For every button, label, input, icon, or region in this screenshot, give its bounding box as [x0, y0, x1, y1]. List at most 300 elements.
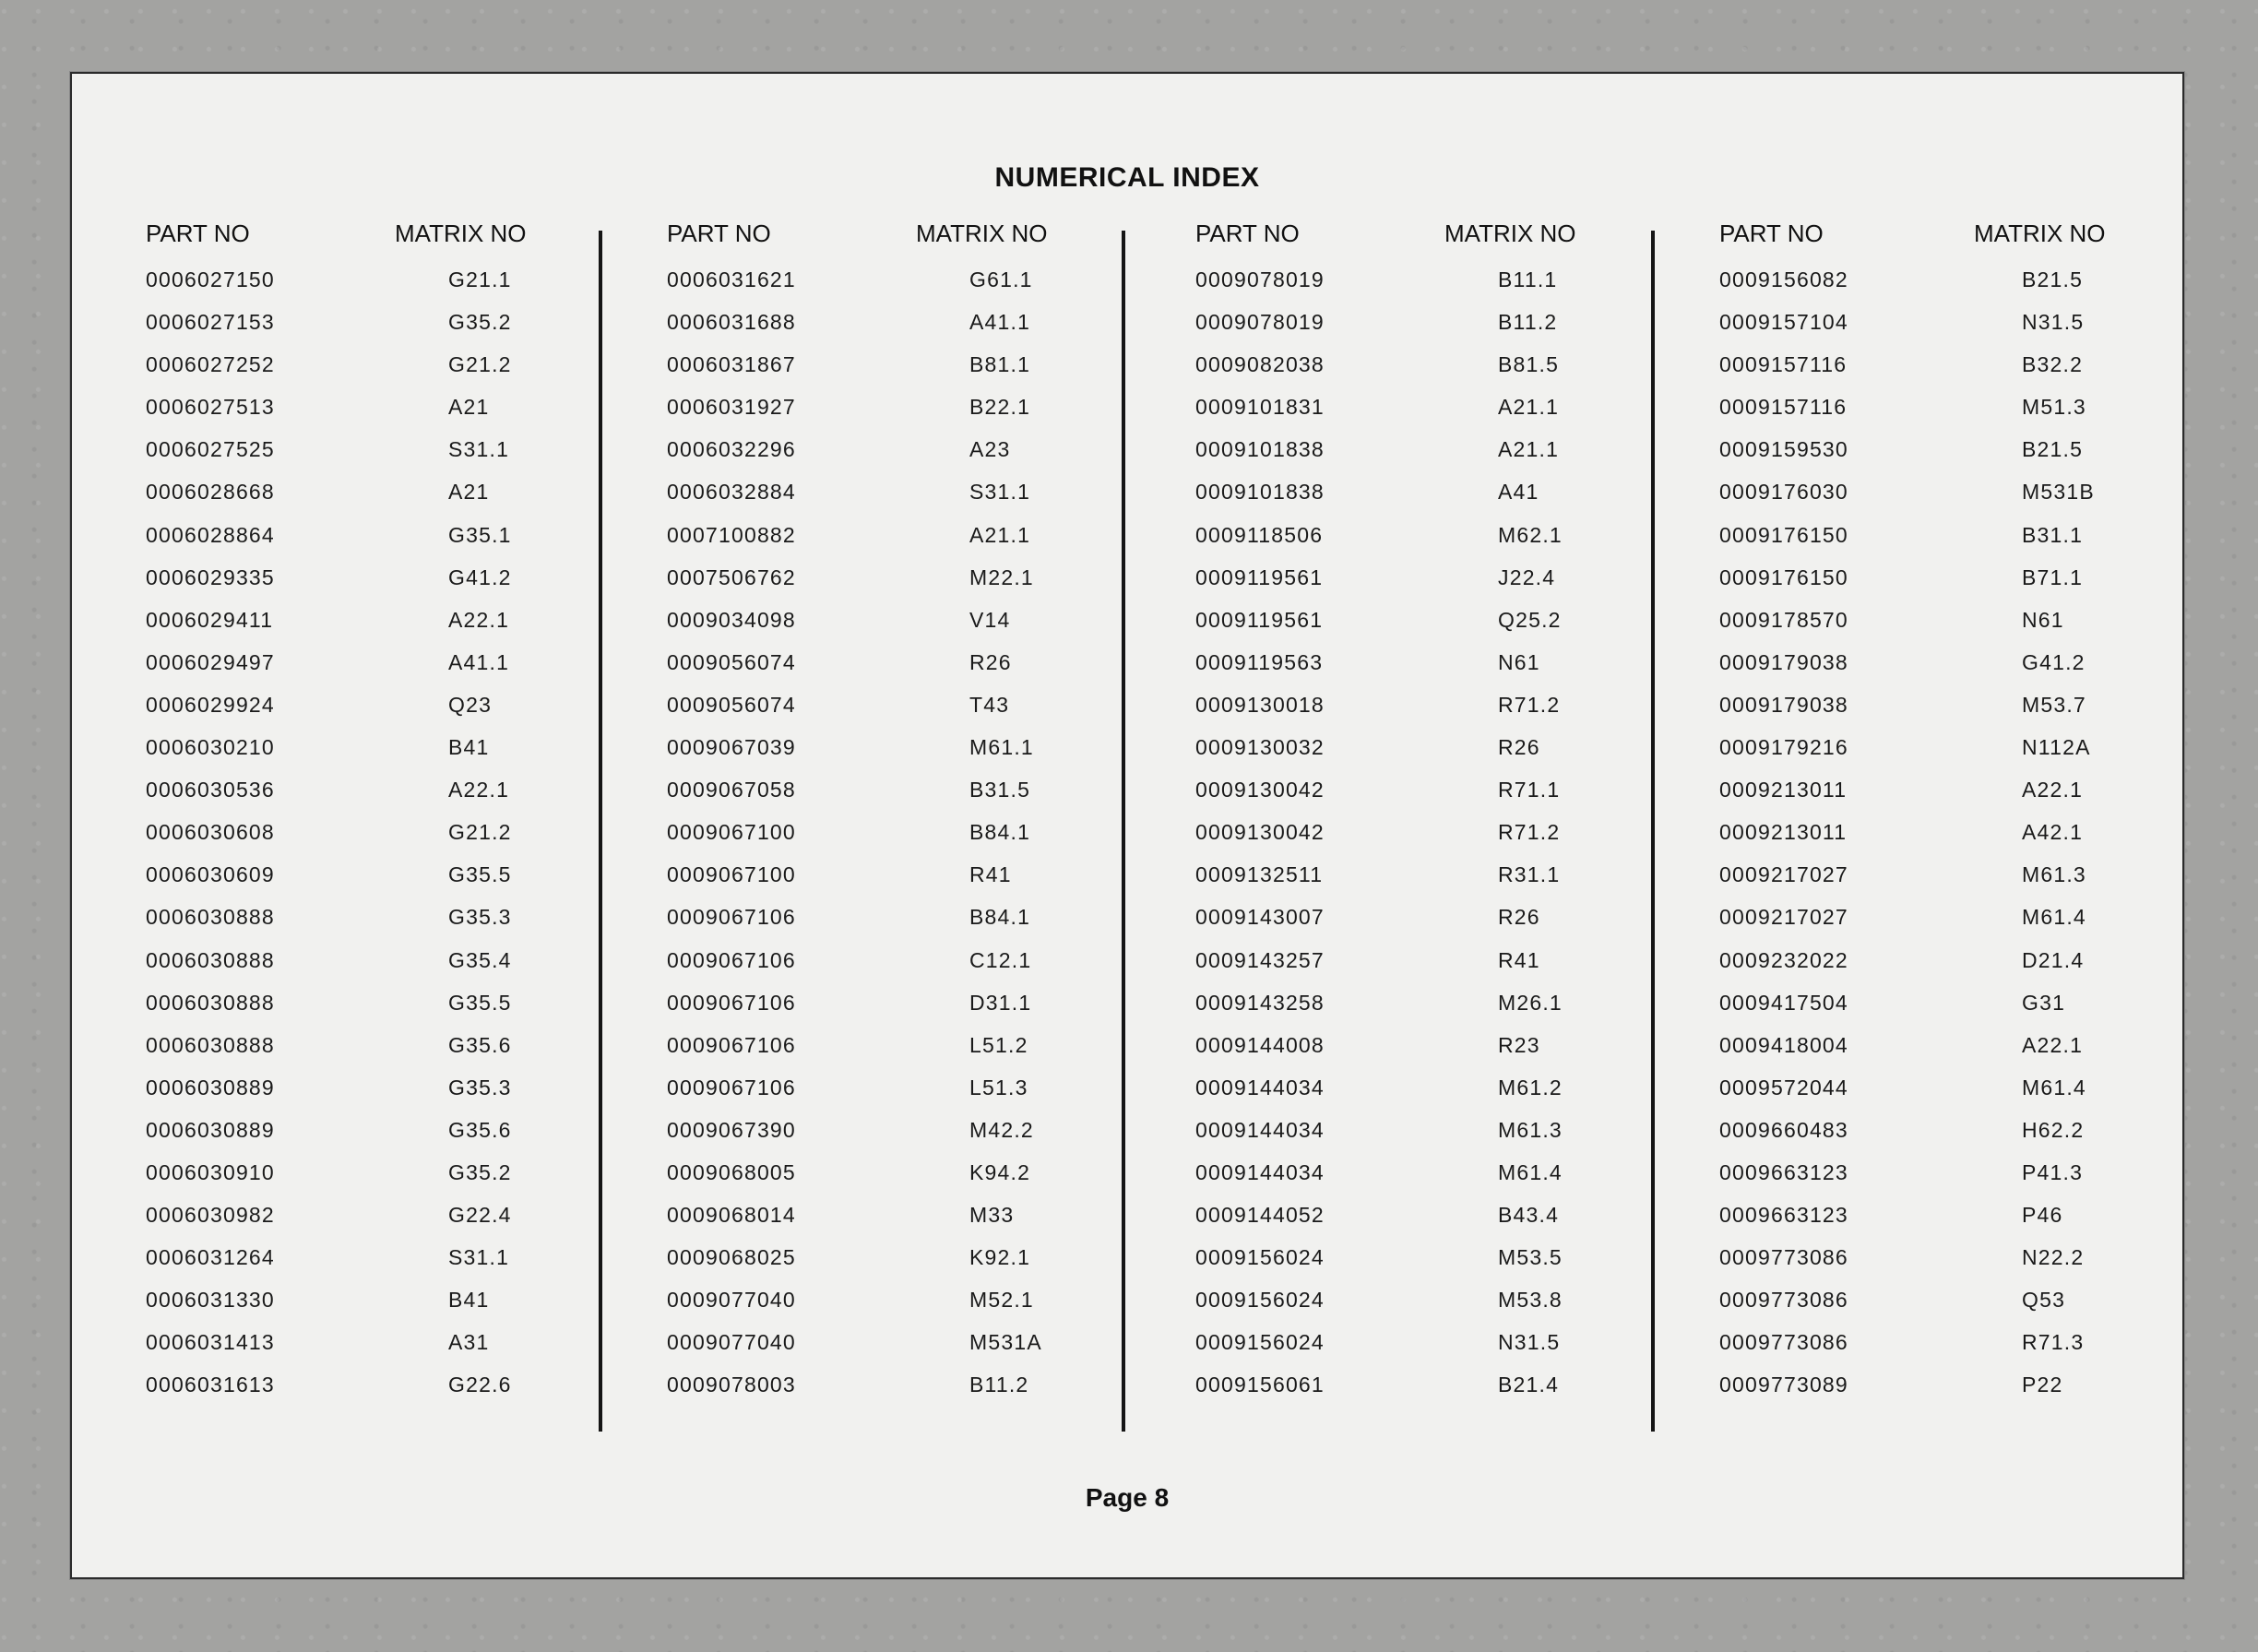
matrix-number: A22.1: [448, 778, 510, 802]
table-row: [1719, 565, 2199, 608]
page-title: NUMERICAL INDEX: [994, 162, 1260, 193]
matrix-number: G35.3: [448, 905, 512, 930]
matrix-number: M61.2: [1498, 1075, 1563, 1099]
table-row: [146, 735, 625, 778]
matrix-number: R31.1: [1498, 862, 1561, 887]
part-number: 0009068014: [667, 1203, 796, 1228]
table-row: [667, 1288, 1147, 1330]
table-row: [1195, 1033, 1675, 1076]
column-divider: [599, 231, 602, 1432]
table-row: [146, 693, 625, 735]
part-number: 0009119561: [1195, 565, 1324, 589]
part-number: 0009034098: [667, 607, 796, 632]
part-number: 0009176030: [1719, 480, 1848, 505]
part-number: 0006031330: [146, 1288, 275, 1313]
part-number: 0009068005: [667, 1159, 796, 1184]
matrix-number: G61.1: [969, 267, 1033, 291]
part-no-header: PART NO: [1719, 220, 1824, 247]
matrix-number: B11.1: [1498, 267, 1558, 291]
table-row: [1195, 778, 1675, 820]
part-number: 0009663123: [1719, 1203, 1848, 1228]
part-number: 0009082038: [1195, 352, 1325, 377]
matrix-number: B71.1: [2022, 565, 2084, 589]
table-row: [667, 948, 1147, 991]
part-number: 0006030210: [146, 735, 275, 760]
table-row: [667, 1118, 1147, 1160]
matrix-number: G21.1: [448, 267, 512, 291]
matrix-number: M61.3: [1498, 1117, 1563, 1142]
part-number: 0009179038: [1719, 692, 1848, 717]
matrix-number: M61.3: [2022, 862, 2086, 887]
table-row: [1719, 352, 2199, 395]
table-row: [1719, 267, 2199, 310]
part-number: 0009130042: [1195, 820, 1325, 845]
part-number: 0009101838: [1195, 437, 1325, 462]
table-row: [667, 735, 1147, 778]
part-number: 0009143257: [1195, 947, 1325, 972]
part-number: 0009101831: [1195, 395, 1325, 420]
part-number: 0009077040: [667, 1288, 796, 1313]
table-row: [1195, 437, 1675, 480]
matrix-number: R26: [969, 649, 1012, 674]
matrix-number: B22.1: [969, 395, 1031, 420]
matrix-number: G22.4: [448, 1203, 512, 1228]
part-number: 0009130042: [1195, 778, 1325, 802]
table-row: [1195, 1118, 1675, 1160]
column-divider: [1122, 231, 1125, 1432]
part-number: 0009078003: [667, 1373, 796, 1397]
matrix-number: M531B: [2022, 480, 2095, 505]
matrix-number: A21.1: [1498, 437, 1560, 462]
matrix-number: A21: [448, 480, 490, 505]
table-row: [1195, 1203, 1675, 1245]
table-row: [1195, 1330, 1675, 1373]
part-number: 0006031621: [667, 267, 796, 291]
table-row: [1719, 1373, 2199, 1415]
table-row: [146, 352, 625, 395]
part-number: 0006031688: [667, 310, 796, 335]
part-number: 0009773086: [1719, 1245, 1848, 1270]
index-rows: [1195, 267, 1675, 1416]
index-sheet: [70, 72, 2184, 1579]
matrix-number: M531A: [969, 1330, 1042, 1355]
table-row: [1719, 1033, 2199, 1076]
matrix-number: S31.1: [448, 1245, 510, 1270]
matrix-number: N31.5: [2022, 310, 2085, 335]
matrix-number: M61.4: [2022, 1075, 2086, 1099]
table-row: [1195, 310, 1675, 352]
part-number: 0009178570: [1719, 607, 1848, 632]
part-number: 0006027513: [146, 395, 275, 420]
part-number: 0006030889: [146, 1117, 275, 1142]
matrix-number: A41: [1498, 480, 1539, 505]
table-row: [1719, 862, 2199, 905]
matrix-number: D31.1: [969, 990, 1032, 1015]
table-row: [146, 650, 625, 693]
part-number: 0006031613: [146, 1373, 275, 1397]
matrix-number: G35.5: [448, 990, 512, 1015]
table-row: [146, 267, 625, 310]
part-number: 0009572044: [1719, 1075, 1848, 1099]
table-row: [146, 905, 625, 947]
part-number: 0009176150: [1719, 565, 1848, 589]
table-row: [1195, 565, 1675, 608]
table-row: [146, 1288, 625, 1330]
matrix-number: B31.5: [969, 778, 1031, 802]
table-row: [667, 905, 1147, 947]
table-row: [146, 395, 625, 437]
matrix-number: K92.1: [969, 1245, 1031, 1270]
index-rows: [667, 267, 1147, 1416]
matrix-number: J22.4: [1498, 565, 1556, 589]
table-row: [1719, 1245, 2199, 1288]
part-number: 0006031264: [146, 1245, 275, 1270]
part-number: 0006027153: [146, 310, 275, 335]
matrix-number: G35.2: [448, 310, 512, 335]
part-number: 0009067100: [667, 820, 796, 845]
table-row: [667, 1033, 1147, 1076]
table-row: [667, 778, 1147, 820]
table-row: [1719, 437, 2199, 480]
matrix-number: M42.2: [969, 1117, 1034, 1142]
table-row: [667, 991, 1147, 1033]
table-row: [1195, 267, 1675, 310]
matrix-number: B41: [448, 1288, 490, 1313]
matrix-number: G35.4: [448, 947, 512, 972]
table-row: [667, 523, 1147, 565]
part-number: 0009118506: [1195, 522, 1324, 547]
matrix-number: B43.4: [1498, 1203, 1560, 1228]
matrix-number: R23: [1498, 1032, 1540, 1057]
part-number: 0006031927: [667, 395, 796, 420]
table-row: [1719, 1160, 2199, 1203]
table-row: [1195, 608, 1675, 650]
matrix-number: R71.3: [2022, 1330, 2085, 1355]
part-number: 0006030888: [146, 990, 275, 1015]
matrix-number: C12.1: [969, 947, 1032, 972]
part-number: 0009068025: [667, 1245, 796, 1270]
part-number: 0009156024: [1195, 1245, 1325, 1270]
table-row: [146, 310, 625, 352]
part-number: 0009067106: [667, 1032, 796, 1057]
table-row: [1719, 905, 2199, 947]
matrix-number: A31: [448, 1330, 490, 1355]
table-row: [1195, 650, 1675, 693]
table-row: [146, 1330, 625, 1373]
part-number: 0009159530: [1719, 437, 1848, 462]
table-row: [667, 565, 1147, 608]
matrix-number: G31: [2022, 990, 2066, 1015]
table-row: [146, 778, 625, 820]
part-number: 0009067106: [667, 1075, 796, 1099]
table-row: [667, 437, 1147, 480]
matrix-number: A42.1: [2022, 820, 2084, 845]
table-row: [1195, 820, 1675, 862]
table-row: [1719, 608, 2199, 650]
part-number: 0009156024: [1195, 1330, 1325, 1355]
table-row: [1719, 395, 2199, 437]
part-number: 0006029411: [146, 607, 274, 632]
part-number: 0009143007: [1195, 905, 1325, 930]
table-row: [1719, 693, 2199, 735]
table-row: [146, 1118, 625, 1160]
part-number: 0006029924: [146, 692, 275, 717]
part-number: 0009213011: [1719, 820, 1848, 845]
matrix-number: A21: [448, 395, 490, 420]
part-number: 0009156082: [1719, 267, 1848, 291]
matrix-number: B21.5: [2022, 267, 2084, 291]
matrix-number: R41: [969, 862, 1012, 887]
part-number: 0006030536: [146, 778, 275, 802]
table-row: [1195, 395, 1675, 437]
matrix-number: B41: [448, 735, 490, 760]
part-number: 0009078019: [1195, 310, 1325, 335]
table-row: [1195, 1076, 1675, 1118]
matrix-number: A22.1: [448, 607, 510, 632]
part-number: 0009056074: [667, 649, 796, 674]
matrix-number: L51.2: [969, 1032, 1028, 1057]
matrix-number: M53.5: [1498, 1245, 1563, 1270]
matrix-number: R71.2: [1498, 820, 1561, 845]
matrix-number: M22.1: [969, 565, 1034, 589]
part-number: 0009144034: [1195, 1117, 1325, 1142]
part-number: 0009144034: [1195, 1159, 1325, 1184]
matrix-number: M61.1: [969, 735, 1034, 760]
matrix-number: G35.6: [448, 1117, 512, 1142]
part-number: 0007506762: [667, 565, 796, 589]
part-number: 0009179038: [1719, 649, 1848, 674]
matrix-number: N61: [1498, 649, 1540, 674]
part-number: 0009144008: [1195, 1032, 1325, 1057]
matrix-number: M62.1: [1498, 522, 1563, 547]
part-number: 0006027525: [146, 437, 275, 462]
table-row: [146, 1245, 625, 1288]
part-number: 0009056074: [667, 692, 796, 717]
table-row: [1719, 1076, 2199, 1118]
index-rows: [1719, 267, 2199, 1416]
matrix-number: R41: [1498, 947, 1540, 972]
table-row: [667, 395, 1147, 437]
table-row: [667, 608, 1147, 650]
part-number: 0006027150: [146, 267, 275, 291]
part-number: 0006030888: [146, 905, 275, 930]
index-column-2: [667, 220, 1147, 1511]
table-row: [1719, 735, 2199, 778]
table-row: [1719, 480, 2199, 522]
part-number: 0006029497: [146, 649, 275, 674]
index-column-4: [1719, 220, 2199, 1511]
matrix-number: A41.1: [969, 310, 1031, 335]
matrix-number: R26: [1498, 905, 1540, 930]
part-number: 0009130018: [1195, 692, 1325, 717]
index-column-1: [146, 220, 625, 1511]
part-number: 0009660483: [1719, 1117, 1848, 1142]
table-row: [1719, 778, 2199, 820]
table-row: [146, 437, 625, 480]
part-number: 0009417504: [1719, 990, 1848, 1015]
table-row: [1719, 523, 2199, 565]
table-row: [667, 1373, 1147, 1415]
table-row: [1719, 1330, 2199, 1373]
matrix-number: M53.8: [1498, 1288, 1563, 1313]
matrix-number: Q25.2: [1498, 607, 1562, 632]
table-row: [667, 862, 1147, 905]
part-number: 0009067100: [667, 862, 796, 887]
part-number: 0006028864: [146, 522, 275, 547]
matrix-number: M26.1: [1498, 990, 1563, 1015]
matrix-number: B81.5: [1498, 352, 1560, 377]
matrix-number: M52.1: [969, 1288, 1034, 1313]
matrix-number: G35.1: [448, 522, 512, 547]
part-number: 0009067039: [667, 735, 796, 760]
table-row: [667, 693, 1147, 735]
table-row: [146, 820, 625, 862]
matrix-number: A22.1: [2022, 1032, 2084, 1057]
matrix-number: B11.2: [1498, 310, 1558, 335]
index-column-3: [1195, 220, 1675, 1511]
part-number: 0009143258: [1195, 990, 1325, 1015]
part-number: 0009067058: [667, 778, 796, 802]
matrix-number: R71.1: [1498, 778, 1561, 802]
part-number: 0009773086: [1719, 1330, 1848, 1355]
table-row: [1195, 1245, 1675, 1288]
matrix-number: B84.1: [969, 820, 1031, 845]
part-number: 0009773089: [1719, 1373, 1848, 1397]
table-row: [1719, 650, 2199, 693]
matrix-number: A23: [969, 437, 1011, 462]
table-row: [667, 1245, 1147, 1288]
part-number: 0009144052: [1195, 1203, 1325, 1228]
matrix-no-header: MATRIX NO: [916, 220, 1048, 247]
matrix-number: R71.2: [1498, 692, 1561, 717]
part-number: 0006030609: [146, 862, 275, 887]
table-row: [1719, 1118, 2199, 1160]
table-row: [1195, 948, 1675, 991]
matrix-number: G41.2: [448, 565, 512, 589]
matrix-number: G22.6: [448, 1373, 512, 1397]
matrix-no-header: MATRIX NO: [395, 220, 527, 247]
part-number: 0009156061: [1195, 1373, 1325, 1397]
table-row: [667, 1203, 1147, 1245]
part-number: 0009773086: [1719, 1288, 1848, 1313]
part-number: 0006029335: [146, 565, 275, 589]
table-row: [146, 1203, 625, 1245]
table-row: [667, 480, 1147, 522]
table-row: [1195, 1373, 1675, 1415]
page-number: Page 8: [1085, 1483, 1170, 1512]
matrix-number: K94.2: [969, 1159, 1031, 1184]
part-no-header: PART NO: [146, 220, 250, 247]
matrix-number: A41.1: [448, 649, 510, 674]
part-number: 0006027252: [146, 352, 275, 377]
matrix-number: Q53: [2022, 1288, 2066, 1313]
matrix-number: M61.4: [1498, 1159, 1563, 1184]
table-row: [146, 991, 625, 1033]
matrix-number: A21.1: [969, 522, 1031, 547]
matrix-number: H62.2: [2022, 1117, 2085, 1142]
table-row: [146, 948, 625, 991]
table-row: [667, 310, 1147, 352]
table-row: [1719, 310, 2199, 352]
table-row: [1195, 352, 1675, 395]
part-number: 0009418004: [1719, 1032, 1848, 1057]
matrix-number: M53.7: [2022, 692, 2086, 717]
part-number: 0009217027: [1719, 905, 1848, 930]
part-number: 0009067106: [667, 990, 796, 1015]
matrix-number: B11.2: [969, 1373, 1029, 1397]
matrix-number: G35.3: [448, 1075, 512, 1099]
table-row: [146, 565, 625, 608]
part-number: 0009101838: [1195, 480, 1325, 505]
part-number: 0009179216: [1719, 735, 1848, 760]
matrix-number: M33: [969, 1203, 1015, 1228]
matrix-number: G35.6: [448, 1032, 512, 1057]
matrix-number: G35.5: [448, 862, 512, 887]
matrix-number: B21.5: [2022, 437, 2084, 462]
part-no-header: PART NO: [667, 220, 771, 247]
matrix-number: B81.1: [969, 352, 1031, 377]
matrix-number: T43: [969, 692, 1010, 717]
part-number: 0009067106: [667, 905, 796, 930]
matrix-number: N61: [2022, 607, 2064, 632]
part-number: 0006031413: [146, 1330, 275, 1355]
part-number: 0006030910: [146, 1159, 275, 1184]
part-number: 0006030888: [146, 947, 275, 972]
part-number: 0009132511: [1195, 862, 1324, 887]
matrix-number: P46: [2022, 1203, 2063, 1228]
matrix-number: A21.1: [1498, 395, 1560, 420]
table-row: [1719, 991, 2199, 1033]
part-number: 0006031867: [667, 352, 796, 377]
part-number: 0006030608: [146, 820, 275, 845]
matrix-number: R26: [1498, 735, 1540, 760]
part-number: 0009232022: [1719, 947, 1848, 972]
matrix-number: N31.5: [1498, 1330, 1561, 1355]
part-number: 0009119561: [1195, 607, 1324, 632]
table-row: [146, 1160, 625, 1203]
index-rows: [146, 267, 625, 1416]
part-number: 0006032884: [667, 480, 796, 505]
part-number: 0006030982: [146, 1203, 275, 1228]
part-number: 0006028668: [146, 480, 275, 505]
matrix-number: N22.2: [2022, 1245, 2085, 1270]
matrix-no-header: MATRIX NO: [1444, 220, 1576, 247]
table-row: [146, 1373, 625, 1415]
table-row: [1195, 991, 1675, 1033]
part-number: 0009067390: [667, 1117, 796, 1142]
matrix-number: V14: [969, 607, 1011, 632]
table-row: [1719, 948, 2199, 991]
matrix-number: N112A: [2022, 735, 2091, 760]
part-number: 0009130032: [1195, 735, 1325, 760]
part-number: 0009217027: [1719, 862, 1848, 887]
table-row: [667, 1160, 1147, 1203]
part-number: 0009156024: [1195, 1288, 1325, 1313]
table-row: [1719, 820, 2199, 862]
part-no-header: PART NO: [1195, 220, 1300, 247]
table-row: [667, 820, 1147, 862]
part-number: 0009067106: [667, 947, 796, 972]
table-row: [146, 523, 625, 565]
part-number: 0009078019: [1195, 267, 1325, 291]
part-number: 0006030888: [146, 1032, 275, 1057]
part-number: 0006032296: [667, 437, 796, 462]
matrix-number: B31.1: [2022, 522, 2084, 547]
matrix-number: G21.2: [448, 352, 512, 377]
table-row: [1195, 480, 1675, 522]
table-row: [1195, 905, 1675, 947]
table-row: [1195, 735, 1675, 778]
